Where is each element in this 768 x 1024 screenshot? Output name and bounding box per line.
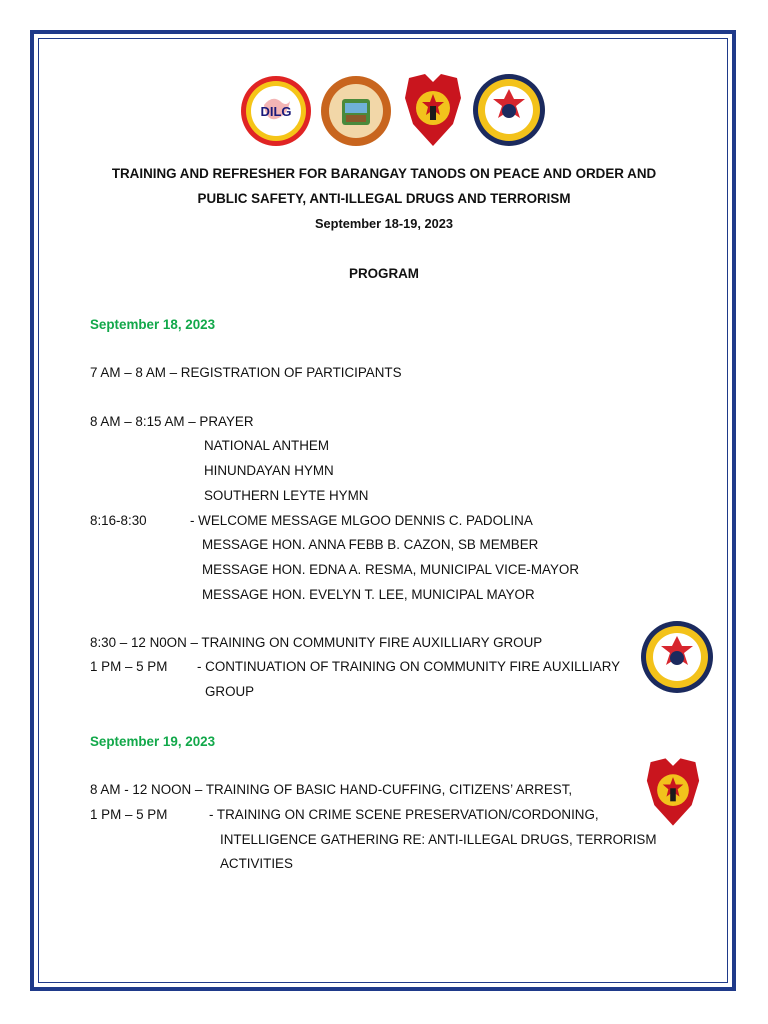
day2-date: September 19, 2023 bbox=[90, 734, 216, 749]
bfp-seal-small-icon bbox=[640, 620, 714, 694]
bfp-seal-icon bbox=[472, 73, 546, 147]
handcuffing-item: 8 AM - 12 NOON – TRAINING OF BASIC HAND-CUFFING, CITIZENS’ ARREST, bbox=[90, 782, 573, 797]
pnp-badge-small-icon bbox=[645, 755, 701, 829]
pnp-badge-icon bbox=[403, 72, 463, 148]
intelligence-item: INTELLIGENCE GATHERING RE: ANTI-ILLEGAL DRUGS, TERRORISM bbox=[220, 832, 657, 847]
hymn-item: HINUNDAYAN HYMN bbox=[204, 463, 334, 478]
message-mayor: MESSAGE HON. EVELYN T. LEE, MUNICIPAL MAYOR bbox=[202, 587, 535, 602]
registration-item: 7 AM – 8 AM – REGISTRATION OF PARTICIPANTS bbox=[90, 365, 402, 380]
continuation-item-wrap: GROUP bbox=[205, 684, 255, 699]
program-heading: PROGRAM bbox=[349, 266, 419, 281]
crime-scene-item: - TRAINING ON CRIME SCENE PRESERVATION/CORDONING, bbox=[209, 807, 599, 822]
afternoon-time: 1 PM – 5 PM bbox=[90, 659, 168, 674]
day1-date: September 18, 2023 bbox=[90, 317, 216, 332]
welcome-message: - WELCOME MESSAGE MLGOO DENNIS C. PADOLINA bbox=[190, 513, 533, 528]
anthem-item: NATIONAL ANTHEM bbox=[204, 438, 329, 453]
welcome-time: 8:16-8:30 bbox=[90, 513, 147, 528]
message-sb-member: MESSAGE HON. ANNA FEBB B. CAZON, SB MEMBER bbox=[202, 537, 539, 552]
leyte-hymn-item: SOUTHERN LEYTE HYMN bbox=[204, 488, 369, 503]
fire-training-item: 8:30 – 12 N0ON – TRAINING ON COMMUNITY FIRE AUXILLIARY GROUP bbox=[90, 635, 543, 650]
dilg-seal-icon bbox=[240, 75, 312, 147]
day2-afternoon-time: 1 PM – 5 PM bbox=[90, 807, 168, 822]
page-title-line1: TRAINING AND REFRESHER FOR BARANGAY TANODS ON PEACE AND ORDER AND bbox=[111, 166, 657, 181]
page-title-line2: PUBLIC SAFETY, ANTI-ILLEGAL DRUGS AND TERRORISM bbox=[197, 191, 571, 206]
logos-row bbox=[0, 72, 768, 148]
message-vice-mayor: MESSAGE HON. EDNA A. RESMA, MUNICIPAL VICE-MAYOR bbox=[202, 562, 579, 577]
prayer-item: 8 AM – 8:15 AM – PRAYER bbox=[90, 414, 254, 429]
continuation-item: - CONTINUATION OF TRAINING ON COMMUNITY FIRE AUXILLIARY bbox=[197, 659, 621, 674]
municipal-seal-icon bbox=[320, 75, 392, 147]
event-dates: September 18-19, 2023 bbox=[314, 216, 453, 231]
dilg-logo-text: DILG bbox=[260, 104, 292, 119]
activities-item: ACTIVITIES bbox=[220, 856, 293, 871]
